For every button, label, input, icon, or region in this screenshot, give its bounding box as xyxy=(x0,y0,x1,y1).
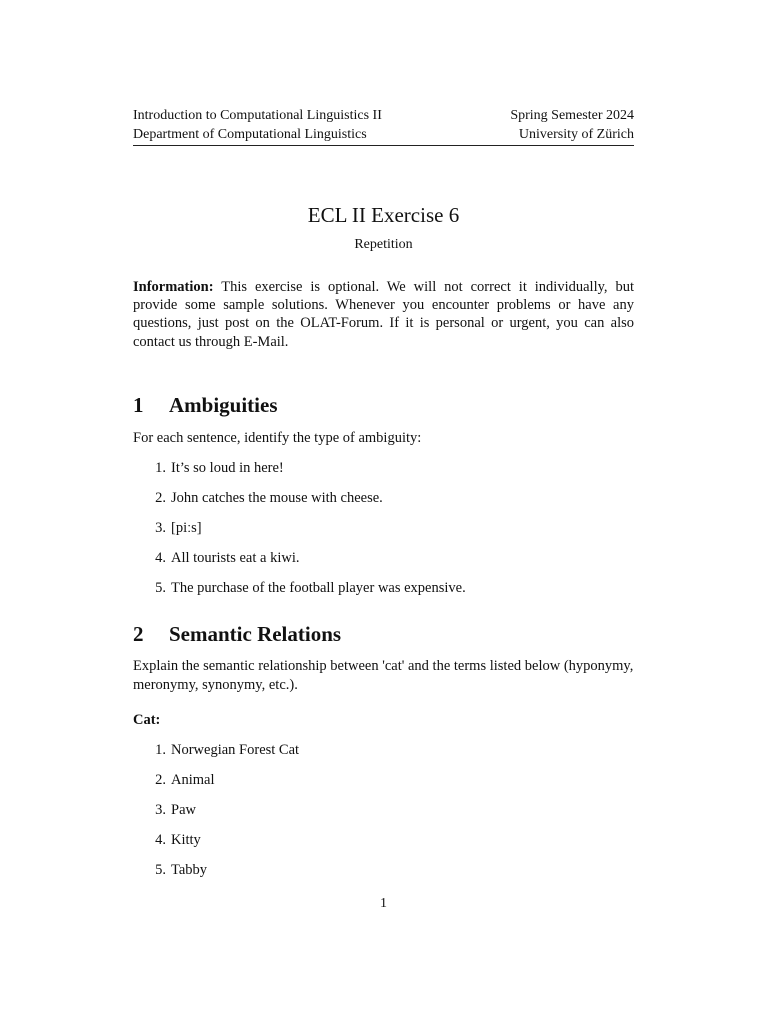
list-item-text: Animal xyxy=(171,772,215,788)
cat-label: Cat: xyxy=(133,712,161,728)
section-1-intro: For each sentence, identify the type of ambiguity: xyxy=(133,430,422,446)
information-label: Information: xyxy=(133,279,214,295)
ambiguity-item xyxy=(133,518,634,548)
section-2-intro: Explain the semantic relationship between 'cat' and the terms listed below (hyponymy, meronymy, synonymy, etc.). xyxy=(133,658,634,693)
list-item-number: 3. xyxy=(155,520,166,536)
department-name: Department of Computational Linguistics xyxy=(133,127,367,142)
ambiguity-list xyxy=(133,458,634,608)
cat-term-item xyxy=(133,860,634,890)
section-1-heading xyxy=(133,391,278,419)
ambiguity-item xyxy=(133,488,634,518)
page-header xyxy=(133,106,634,144)
list-item-number: 5. xyxy=(155,862,166,878)
cat-term-item xyxy=(133,830,634,860)
section-2-heading xyxy=(133,620,341,648)
ambiguity-item xyxy=(133,578,634,608)
university-name: University of Zürich xyxy=(518,127,634,142)
header-rule xyxy=(133,145,634,146)
course-name: Introduction to Computational Linguistics II xyxy=(133,108,382,123)
list-item-number: 5. xyxy=(155,580,166,596)
list-item-text: Paw xyxy=(171,802,196,818)
list-item-text: [piːs] xyxy=(171,520,202,536)
document-subtitle: Repetition xyxy=(354,237,413,252)
list-item-text: Kitty xyxy=(171,832,201,848)
semester: Spring Semester 2024 xyxy=(510,108,634,123)
list-item-text: Tabby xyxy=(171,862,208,878)
list-item-number: 2. xyxy=(155,772,166,788)
page-number: 1 xyxy=(380,896,387,911)
list-item-number: 4. xyxy=(155,550,166,566)
list-item-text: The purchase of the football player was expensive. xyxy=(171,580,466,596)
list-item-text: All tourists eat a kiwi. xyxy=(171,550,300,566)
cat-term-item xyxy=(133,800,634,830)
list-item-text: John catches the mouse with cheese. xyxy=(171,490,383,506)
section-title: Semantic Relations xyxy=(169,622,342,646)
list-item-number: 1. xyxy=(155,460,166,476)
cat-terms-list xyxy=(133,740,634,890)
cat-term-item xyxy=(133,740,634,770)
information-paragraph xyxy=(133,278,634,351)
list-item-number: 1. xyxy=(155,742,166,758)
ambiguity-item xyxy=(133,458,634,488)
list-item-text: Norwegian Forest Cat xyxy=(171,742,300,758)
section-number: 2 xyxy=(133,622,144,646)
document-title: ECL II Exercise 6 xyxy=(307,203,460,227)
information-text: This exercise is optional. We will not correct it individually, but provide some sample solutions. Whenever you encounter problems or have any questions, just post on the OLAT-Forum. If it is personal or urgent, you can also contact us through E-Mail. xyxy=(133,279,634,350)
list-item-number: 2. xyxy=(155,490,166,506)
list-item-text: It’s so loud in here! xyxy=(171,460,284,476)
cat-term-item xyxy=(133,770,634,800)
ambiguity-item xyxy=(133,548,634,578)
section-title: Ambiguities xyxy=(169,393,278,417)
section-number: 1 xyxy=(133,393,144,417)
list-item-number: 4. xyxy=(155,832,166,848)
list-item-number: 3. xyxy=(155,802,166,818)
